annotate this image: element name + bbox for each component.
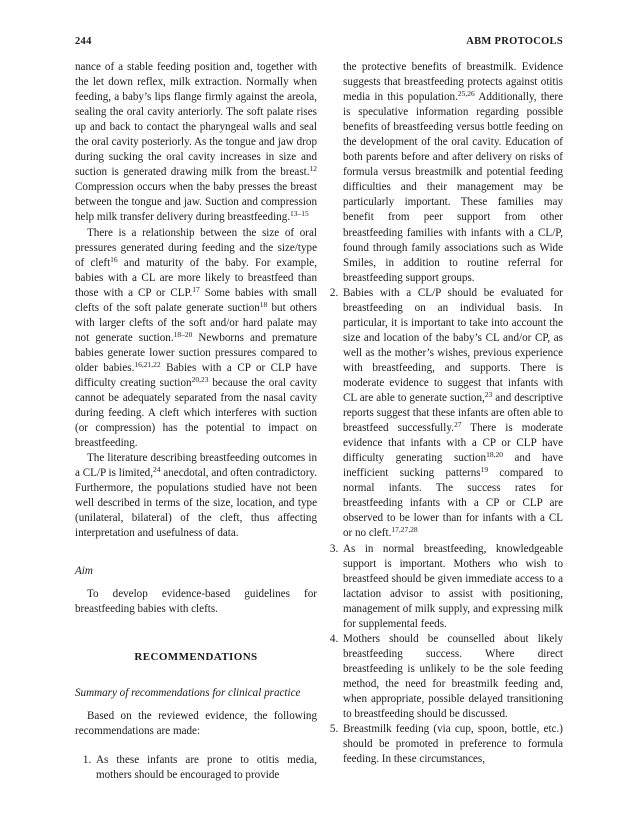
- based-on-evidence-text: Based on the reviewed evidence, the following recommendations are made:: [75, 709, 317, 737]
- recommendation-item-2: 2. Babies with a CL/P should be evaluated for breastfeeding on an individual basis. In particular, it is important to take into account the size and location of the baby’s CL and/or CP, as well as the mother’s wishes, previous experience with breastfeeding, and supports. There is moderate evidence to suggest that infants with CL are able to generate suction,$^{23}$ and descriptive reports suggest that these infants are often able to breastfeed successfully.$^{27}$ There is moderate evidence that infants with a CP or CLP have difficulty generating suction$^{18,20}$ and have inefficient sucking patterns$^{19}$ compared to normal infants. The success rates for breastfeeding infants with a CP or CLP are observed to be lower than for infants with a CL or no cleft.$^{17,27,28}$: [341, 286, 563, 542]
- page-number: 244: [75, 36, 92, 47]
- recommendation-item-5: 5. Breastmilk feeding (via cup, spoon, bottle, etc.) should be promoted in preference to formula feeding. In these circumstances,: [341, 722, 563, 767]
- citation: 17: [192, 284, 200, 294]
- running-head: ABM PROTOCOLS: [466, 36, 563, 47]
- citation: 24: [152, 465, 161, 475]
- recommendation-item-1-continued: the protective benefits of breastmilk. Evidence suggests that breastfeeding protects against otitis media in this population.$^{25,26}$ Additionally, there is speculative information regarding possible benefits of breastfeeding versus bottle feeding on the development of the oral cavity. Education of both parents before and after delivery on risks of formula versus breastmilk and potential feeding difficulties and their management may be particularly important. These families may benefit from peer support from other breastfeeding families with infants with a CL/P, found through family associations such as Wide Smiles, in addition to routine referral for breastfeeding support groups.: [343, 61, 563, 284]
- citation: 16: [110, 254, 118, 264]
- recommendation-item-1: 1. As these infants are prone to otitis media, mothers should be encouraged to provide: [94, 753, 317, 783]
- citation: 25,26: [457, 89, 475, 99]
- right-column: [322, 60, 563, 767]
- citation: 18: [259, 299, 268, 309]
- recommendation-list: [322, 286, 563, 768]
- citation: 23: [484, 390, 493, 400]
- citation: 19: [480, 465, 489, 475]
- citation: 18,20: [486, 450, 503, 460]
- recommendation-list-start: [75, 753, 317, 783]
- paragraph-literature: The literature describing breastfeeding outcomes in a CL/P is limited,$^{24}$ anecdotal, and often contradictory. Furthermore, the populations studied have not been well described in terms of the size, location, and type (unilateral, bilateral) of the cleft, thus affecting interpretation and usefulness of data.: [75, 452, 318, 540]
- aim-text: To develop evidence-based guidelines for breastfeeding babies with clefts.: [75, 587, 317, 615]
- recommendations-heading: RECOMMENDATIONS: [134, 650, 258, 663]
- recommendation-item-3: 3. As in normal breastfeeding, knowledgeable support is important. Mothers who wish to breastfeed should be given immediate access to a lactation advisor to assist with positioning, management of milk supply, and expressing milk for supplemental feeds.: [341, 542, 563, 632]
- citation: 27: [453, 420, 462, 430]
- citation: 17,27,28: [391, 525, 418, 535]
- paragraph-relationship: There is a relationship between the size of oral pressures generated during feeding and the size/type of cleft$^{16}$ and maturity of the baby. For example, babies with a CL are more likely to breastfeed than those with a CP or CLP.$^{17}$ Some babies with small clefts of the soft palate generate suction$^{18}$ but others with larger clefts of the soft and/or hard palate may not generate suction.$^{18-20}$ Newborns and premature babies generate lower suction pressures compared to older babies.$^{16,21,22}$ Babies with a CP or CLP have difficulty creating suction$^{20,23}$ because the oral cavity cannot be adequately separated from the nasal cavity during feeding. A cleft which interferes with suction (or compression) has the potential to impact on breastfeeding.: [75, 226, 318, 450]
- citation: 20,23: [191, 374, 209, 384]
- page-header: [75, 36, 563, 47]
- paragraph-anatomy: nance of a stable feeding position and, together with the let down reflex, milk extraction. Normally when feeding, a baby’s lips flange firmly against the areola, sealing the oral cavity anteriorly. The soft palate rises up and back to contact the pharyngeal walls and seal the oral cavity posteriorly. As the tongue and jaw drop during sucking the oral cavity increases in size and suction is generated drawing milk from the breast.$^{12}$ Compression occurs when the baby presses the breast between the tongue and jaw. Suction and compression help milk transfer delivery during breastfeeding.$^{13-15}$: [75, 61, 317, 224]
- citation: 18–20: [173, 329, 193, 339]
- citation: 13–15: [290, 209, 309, 219]
- left-column: [75, 60, 317, 783]
- aim-heading: Aim: [75, 564, 93, 577]
- citation: 16,21,22: [134, 359, 161, 369]
- citation: 12: [309, 164, 317, 174]
- summary-heading: Summary of recommendations for clinical practice: [75, 686, 301, 699]
- recommendation-item-4: 4. Mothers should be counselled about likely breastfeeding success. Where direct breastfeeding is unlikely to be the sole feeding method, the need for breastmilk feeding and, when appropriate, possible delayed transitioning to breastfeeding should be discussed.: [341, 632, 563, 722]
